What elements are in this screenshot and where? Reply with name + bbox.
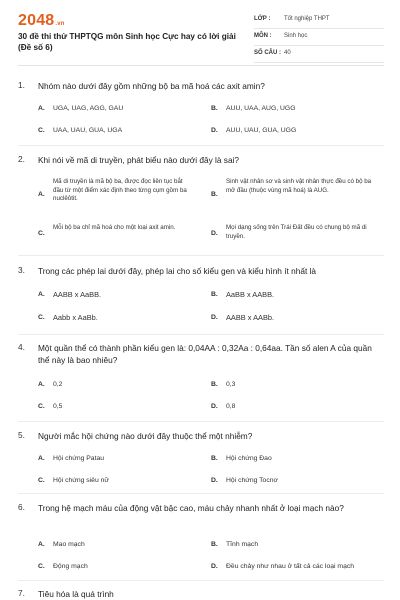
option-letter: D.: [211, 314, 218, 321]
option-letter: A.: [38, 291, 45, 298]
question-text: Trong hệ mạch máu của động vật bậc cao, máu chảy nhanh nhất ở loại mạch nào?: [38, 503, 344, 513]
option-text: Mỗi bộ ba chỉ mã hoá cho một loại axit amin.: [53, 224, 176, 231]
option-letter: A.: [38, 541, 45, 548]
meta-value: Tốt nghiệp THPT: [284, 16, 330, 22]
meta-label: SỐ CÂU :: [254, 50, 281, 56]
option-letter: D.: [211, 403, 218, 410]
logo-suffix: .vn: [55, 21, 65, 27]
option-text: Động mạch: [53, 563, 88, 570]
logo-text: 2048: [18, 12, 55, 29]
question-3: [18, 265, 384, 327]
option-text: Hội chứng siêu nữ: [53, 477, 109, 484]
question-divider: [18, 580, 384, 581]
question-2: [18, 154, 384, 254]
question-number: 4.: [18, 342, 25, 352]
option-letter: D.: [211, 563, 218, 570]
option-text: Hội chứng Tocnơ: [226, 477, 278, 484]
question-divider: [18, 421, 384, 422]
option-letter: C.: [38, 563, 45, 570]
question-number: 5.: [18, 430, 25, 440]
question-4: [18, 342, 384, 416]
meta-value: Sinh học: [284, 33, 308, 39]
question-divider: [18, 493, 384, 494]
question-text: Nhóm nào dưới đây gồm những bộ ba mã hoá các axit amin?: [38, 81, 265, 91]
option-text: 0,5: [53, 403, 63, 410]
question-number: 1.: [18, 80, 25, 90]
document-title: 30 đề thi thử THPTQG môn Sinh học Cực hay có lời giải (Đề số 6): [18, 32, 236, 52]
question-7: [18, 588, 384, 600]
option-letter: C.: [38, 314, 45, 321]
option-text: Tĩnh mạch: [226, 541, 259, 548]
meta-row-class: [254, 12, 384, 29]
option-letter: C.: [38, 477, 45, 484]
option-text: Sinh vật nhân sơ và sinh vật nhân thực đều có bộ ba mở đầu (thuộc vùng mã hoá) là AUG.: [226, 178, 372, 194]
option-letter: D.: [211, 477, 218, 484]
option-letter: B.: [211, 191, 218, 198]
meta-label: MÔN :: [254, 33, 272, 39]
option-text: AABB x AaBB.: [53, 290, 102, 299]
option-letter: D.: [211, 127, 218, 134]
option-letter: C.: [38, 230, 45, 237]
option-text: 0,2: [53, 381, 63, 388]
question-divider: [18, 334, 384, 335]
question-6: [18, 502, 384, 576]
question-5: [18, 430, 384, 488]
question-divider: [18, 255, 384, 256]
question-number: 2.: [18, 154, 25, 164]
option-letter: B.: [211, 105, 218, 112]
option-letter: A.: [38, 105, 45, 112]
option-letter: B.: [211, 291, 218, 298]
question-text: Khi nói về mã di truyền, phát biểu nào dưới đây là sai?: [38, 155, 240, 165]
header-divider: [18, 65, 384, 66]
meta-row-count: [254, 46, 384, 63]
option-letter: A.: [38, 191, 45, 198]
option-text: Mã di truyền là mã bộ ba, được đọc liên tục bắt đầu từ một điểm xác định theo từng cụm gồm ba nuclêôtit.: [53, 178, 187, 203]
option-letter: B.: [211, 541, 218, 548]
option-text: UGA, UAG, AGG, GAU: [53, 105, 124, 112]
option-text: UAA, UAU, GUA, UGA: [53, 127, 123, 134]
option-letter: B.: [211, 455, 218, 462]
question-text: Tiêu hóa là quá trình: [38, 589, 114, 599]
meta-value: 40: [284, 50, 291, 56]
question-number: 3.: [18, 265, 25, 275]
question-text: Trong các phép lai dưới đây, phép lai cho số kiểu gen và kiểu hình ít nhất là: [38, 266, 317, 276]
question-1: [18, 80, 384, 140]
option-text: AaBB x AABB.: [226, 290, 275, 299]
meta-table: [254, 12, 384, 63]
option-text: Hội chứng Đao: [226, 455, 272, 462]
option-letter: A.: [38, 455, 45, 462]
question-text: Người mắc hội chứng nào dưới đây thuộc thể một nhiễm?: [38, 431, 253, 441]
option-letter: C.: [38, 127, 45, 134]
meta-label: LỚP :: [254, 16, 271, 22]
option-text: Aabb x AaBb.: [53, 313, 98, 322]
option-text: 0,8: [226, 403, 236, 410]
option-letter: B.: [211, 381, 218, 388]
question-divider: [18, 145, 384, 146]
question-number: 6.: [18, 502, 25, 512]
option-text: AUU, UAA, AUG, UGG: [226, 105, 296, 112]
meta-row-subject: [254, 29, 384, 46]
site-logo[interactable]: [18, 12, 65, 30]
option-text: Mọi dạng sống trên Trái Đất đều có chung bộ mã di truyền.: [226, 224, 367, 240]
question-number: 7.: [18, 588, 25, 598]
option-text: AUU, UAU, GUA, UGG: [226, 127, 297, 134]
option-text: Hội chứng Patau: [53, 455, 105, 462]
option-letter: C.: [38, 403, 45, 410]
option-letter: A.: [38, 381, 45, 388]
option-text: 0,3: [226, 381, 236, 388]
question-text: Một quần thể có thành phần kiểu gen là: 0,04AA : 0,32Aa : 0,64aa. Tần số alen A của quần thể này là bao nhiêu?: [38, 343, 372, 365]
option-text: Đều chảy như nhau ở tất cả các loại mạch: [226, 563, 355, 570]
option-text: Mao mạch: [53, 541, 85, 548]
option-text: AABB x AABb.: [226, 313, 275, 322]
option-letter: D.: [211, 230, 218, 237]
